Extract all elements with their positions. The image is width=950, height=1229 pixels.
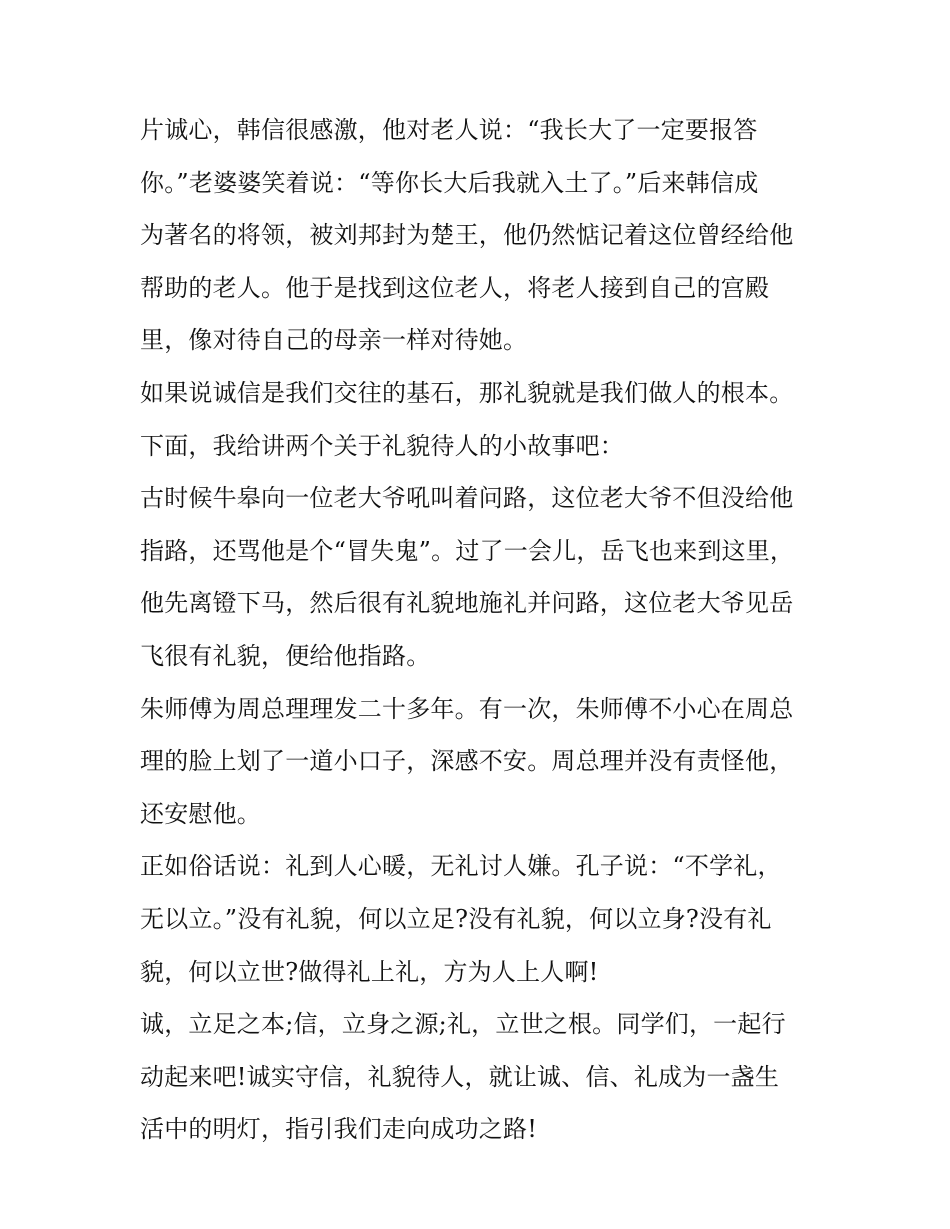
text-line: 活中的明灯，指引我们走向成功之路! [140, 1115, 538, 1144]
text-line: 无以立。”没有礼貌，何以立足?没有礼貌，何以立身?没有礼 [140, 904, 772, 933]
text-line: 诚，立足之本;信，立身之源;礼，立世之根。同学们，一起行 [140, 1010, 786, 1039]
text-line: 帮助的老人。他于是找到这位老人，将老人接到自己的宫殿 [140, 273, 770, 302]
text-line: 如果说诚信是我们交往的基石，那礼貌就是我们做人的根本。 [140, 378, 794, 407]
document-body [140, 104, 820, 1156]
text-line: 里，像对待自己的母亲一样对待她。 [140, 326, 528, 355]
text-line: 动起来吧!诚实守信，礼貌待人，就让诚、信、礼成为一盏生 [140, 1062, 780, 1091]
text-line: 你。”老婆婆笑着说：“等你长大后我就入土了。”后来韩信成 [140, 168, 759, 197]
text-line: 片诚心，韩信很感激，他对老人说：“我长大了一定要报答 [140, 116, 758, 144]
text-line: 理的脸上划了一道小口子，深感不安。周总理并没有责怪他， [140, 747, 794, 776]
text-line: 朱师傅为周总理理发二十多年。有一次，朱师傅不小心在周总 [140, 694, 794, 723]
text-line: 貌，何以立世?做得礼上礼，方为人上人啊! [140, 957, 599, 986]
text-line: 为著名的将领，被刘邦封为楚王，他仍然惦记着这位曾经给他 [140, 221, 794, 250]
text-line: 下面，我给讲两个关于礼貌待人的小故事吧： [140, 431, 624, 460]
text-line: 正如俗话说：礼到人心暖，无礼讨人嫌。孔子说：“不学礼， [140, 852, 782, 881]
text-line: 还安慰他。 [140, 799, 261, 828]
text-line: 飞很有礼貌，便给他指路。 [140, 641, 431, 670]
text-line: 指路，还骂他是个“冒失鬼”。过了一会儿，岳飞也来到这里， [140, 536, 795, 565]
text-line: 他先离镫下马，然后很有礼貌地施礼并问路，这位老大爷见岳 [140, 589, 794, 618]
text-line: 古时候牛皋向一位老大爷吼叫着问路，这位老大爷不但没给他 [140, 484, 794, 513]
